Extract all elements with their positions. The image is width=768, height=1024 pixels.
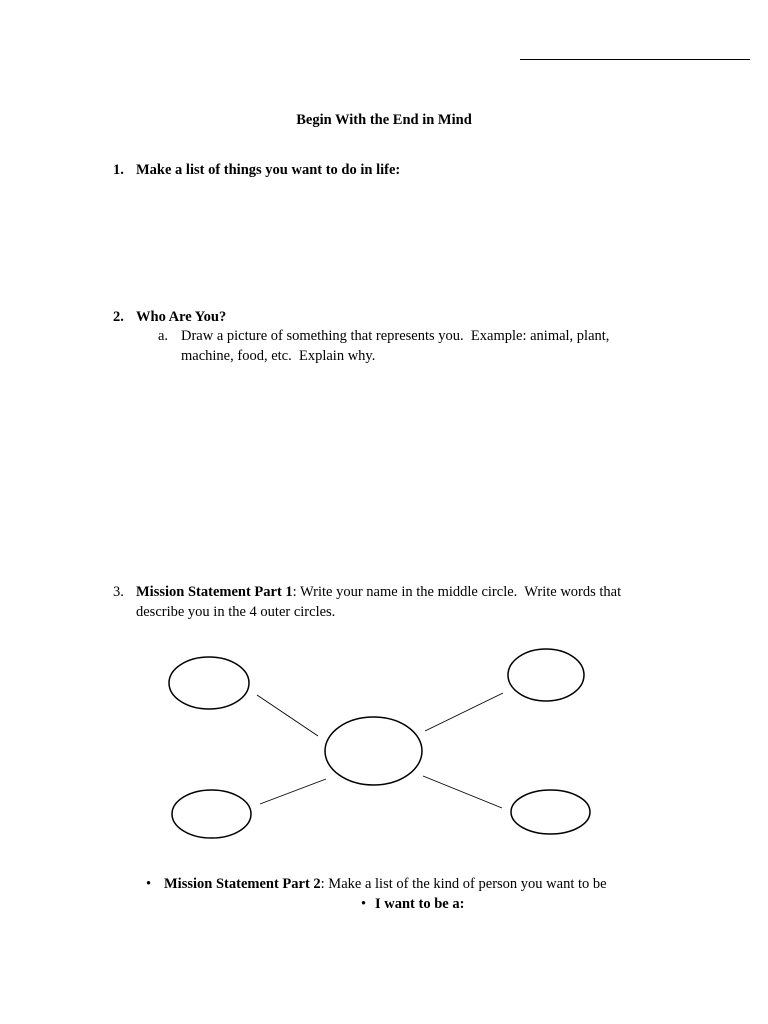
connector-top-left [257,695,318,736]
outer-circle-bottom-right [511,790,590,834]
center-name-circle [325,717,422,785]
question-3-number: 3. [113,584,124,600]
outer-circle-top-right [508,649,584,701]
question-2a-line-1: Draw a picture of something that represents you. Example: animal, plant, [181,328,610,344]
question-2-number: 2. [113,309,124,325]
question-2a-line-2: machine, food, etc. Explain why. [181,348,376,364]
bullet-mission-part-2-line [164,874,607,894]
connector-bottom-right [423,776,502,808]
question-2a-letter: a. [158,328,169,344]
mission-part-2-text: : Make a list of the kind of person you want to be [320,876,607,892]
bullet-marker: • [361,896,367,912]
outer-circle-bottom-left [172,790,251,838]
mission-circle-diagram [0,630,768,850]
question-3-label: Mission Statement Part 1 [136,584,293,600]
mission-part-2-label: Mission Statement Part 2 [164,876,321,892]
question-1-text: Make a list of things you want to do in life: [136,162,401,178]
question-3-line-2: describe you in the 4 outer circles. [136,604,336,620]
question-1-number: 1. [113,162,124,178]
page-title: Begin With the End in Mind [296,112,472,128]
question-3-text-1: : Write your name in the middle circle. Write words that [292,584,622,600]
outer-circle-top-left [169,657,249,709]
i-want-to-be-label: I want to be a: [375,896,465,912]
question-3-line-1 [136,582,621,602]
name-blank-line [520,59,750,60]
connector-bottom-left [260,779,326,804]
question-2-text: Who Are You? [136,309,227,325]
bullet-marker: • [146,876,152,892]
connector-top-right [425,693,503,731]
